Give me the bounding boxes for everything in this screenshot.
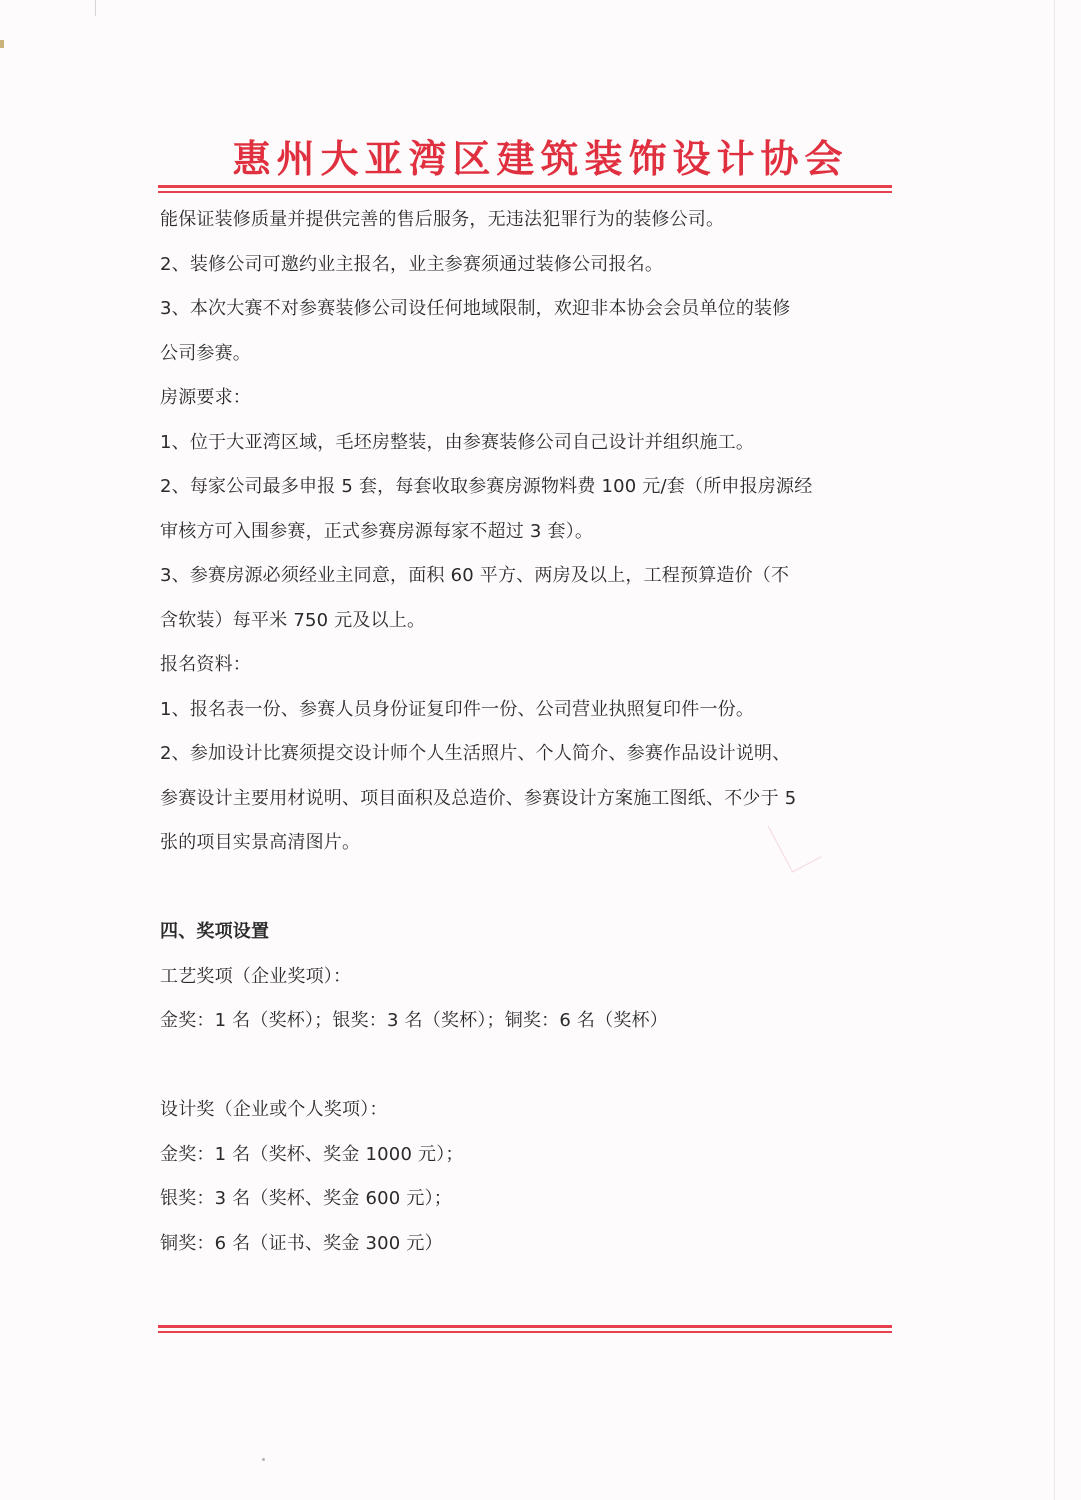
footer-rule (158, 1325, 892, 1328)
design-awards-title: 设计奖（企业或个人奖项）： (160, 1099, 388, 1120)
body-line: 含软装）每平米 750 元及以上。 (160, 609, 426, 631)
letterhead-title: 惠州大亚湾区建筑装饰设计协会 (232, 136, 849, 181)
design-award-bronze: 铜奖：6 名（证书、奖金 300 元） (160, 1232, 443, 1254)
scan-corner-mark (0, 40, 4, 48)
document-body (160, 198, 900, 1266)
body-line: 能保证装修质量并提供完善的售后服务，无违法犯罪行为的装修公司。 (160, 209, 725, 230)
body-line: 公司参赛。 (160, 342, 251, 364)
section-label-housing: 房源要求： (160, 387, 251, 408)
craft-awards-title: 工艺奖项（企业奖项）： (160, 965, 352, 987)
body-line: 张的项目实景高清图片。 (160, 832, 361, 853)
section-label-materials: 报名资料： (160, 654, 251, 675)
letterhead-rule-top-thin (158, 191, 892, 193)
awards-heading: 四、奖项设置 (160, 921, 270, 942)
body-line: 3、参赛房源必须经业主同意，面积 60 平方、两房及以上，工程预算造价（不 (160, 565, 790, 586)
design-award-silver: 银奖：3 名（奖杯、奖金 600 元）； (160, 1188, 452, 1209)
design-award-gold: 金奖：1 名（奖杯、奖金 1000 元）； (160, 1143, 464, 1165)
craft-awards-detail: 金奖：1 名（奖杯）；银奖：3 名（奖杯）；铜奖：6 名（奖杯） (160, 1010, 668, 1031)
body-line: 1、位于大亚湾区域，毛坯房整装，由参赛装修公司自己设计并组织施工。 (160, 431, 755, 453)
body-line: 2、参加设计比赛须提交设计师个人生活照片、个人简介、参赛作品设计说明、 (160, 743, 791, 764)
body-line: 3、本次大赛不对参赛装修公司设任何地域限制，欢迎非本协会会员单位的装修 (160, 298, 791, 319)
blank-line (160, 1044, 900, 1089)
scan-speck (262, 1458, 265, 1461)
scan-edge-mark (95, 0, 96, 16)
body-line: 审核方可入围参赛，正式参赛房源每家不超过 3 套）。 (160, 520, 594, 542)
body-line: 2、每家公司最多申报 5 套，每套收取参赛房源物料费 100 元/套（所申报房源经 (160, 476, 813, 497)
body-line: 1、报名表一份、参赛人员身份证复印件一份、公司营业执照复印件一份。 (160, 698, 755, 720)
scan-edge-line (1054, 0, 1055, 1500)
footer-rule-thin (158, 1331, 892, 1333)
body-line: 2、装修公司可邀约业主报名，业主参赛须通过装修公司报名。 (160, 253, 664, 275)
letterhead-rule-top (158, 185, 892, 188)
blank-line (160, 866, 900, 911)
body-line: 参赛设计主要用材说明、项目面积及总造价、参赛设计方案施工图纸、不少于 5 (160, 787, 797, 809)
